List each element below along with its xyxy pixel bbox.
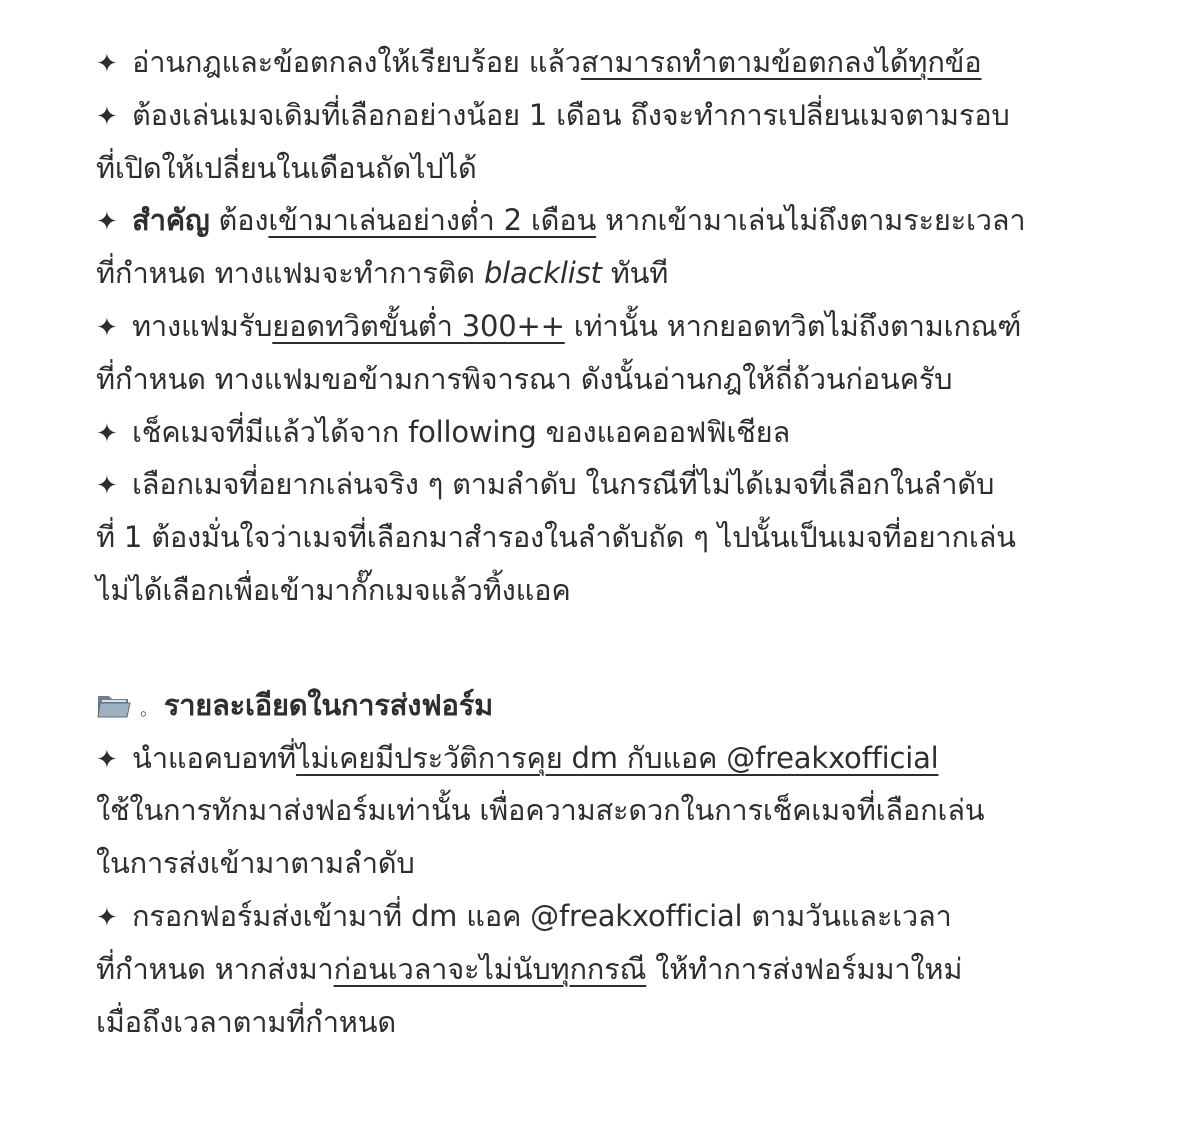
rule-text: ให้ทำการส่งฟอร์มมาใหม่ [646,951,963,986]
rule-text: ต้องเล่นเมจเดิมที่เลือกอย่างน้อย 1 เดือน ถึงจะทำการเปลี่ยนเมจตามรอบ [132,97,1010,132]
rule-bold-text: สำคัญ [132,203,210,238]
folder-icon [96,691,132,719]
form-send-dm-cont-2 [96,996,1156,1049]
rule-text: หากเข้ามาเล่นไม่ถึงตามระยะเวลา [596,203,1026,238]
rule-text: ที่กำหนด หากส่งมา [96,951,334,986]
form-section-heading [96,679,1156,732]
rule-text: ทางแฟมรับ [132,308,273,343]
rule-min-tweets [96,300,1156,353]
rule-play-one-month [96,89,1156,142]
rule-italic-text: blacklist [483,256,602,291]
sparkle-icon: ✦ [96,902,118,933]
rule-choose-order [96,458,1156,511]
rule-choose-order-cont-2 [96,564,1156,617]
rule-text: ในการส่งเข้ามาตามลำดับ [96,846,415,881]
form-use-bot-account-cont [96,784,1156,837]
form-use-bot-account [96,732,1156,785]
sparkle-icon: ✦ [96,418,118,449]
sparkle-icon: ✦ [96,49,118,79]
rule-min-tweets-cont [96,353,1156,406]
rule-check-following [96,406,1156,459]
rule-choose-order-cont [96,511,1156,564]
rule-underlined-text: ไม่เคยมีประวัติการคุย dm กับแอค @freakxofficial [296,740,939,775]
rule-play-one-month-cont [96,142,1156,195]
sparkle-icon: ✦ [96,207,118,238]
rule-text: ต้อง [209,203,269,238]
rule-text: เช็คเมจที่มีแล้วได้จาก following ของแอคออฟฟิเชียล [132,414,791,449]
sparkle-icon: ✦ [96,312,118,343]
rule-text: นำแอคบอทที่ [132,740,297,775]
sparkle-icon: ✦ [96,101,118,132]
rule-text: ทันที [601,256,669,291]
rule-text: ใช้ในการทักมาส่งฟอร์มเท่านั้น เพื่อความสะดวกในการเช็คเมจที่เลือกเล่น [96,793,985,828]
rule-text: ที่กำหนด ทางแฟมขอข้ามการพิจารณา ดังนั้นอ่านกฎให้ถี่ถ้วนก่อนครับ [96,361,953,396]
rule-text: กรอกฟอร์มส่งเข้ามาที่ dm แอค @freakxofficial ตามวันและเวลา [132,898,952,933]
rule-text: ที่เปิดให้เปลี่ยนในเดือนถัดไปได้ [96,150,477,185]
rule-text: ไม่ได้เลือกเพื่อเข้ามากั๊กเมจแล้วทิ้งแอค [96,572,571,607]
rule-underlined-text: ยอดทวิตขั้นต่ำ 300++ [272,308,565,343]
heading-dot: 。 [140,698,158,720]
rule-text: เลือกเมจที่อยากเล่นจริง ๆ ตามลำดับ ในกรณีที่ไม่ได้เมจที่เลือกในลำดับ [132,467,995,502]
form-send-dm [96,890,1156,943]
rule-text: ที่ 1 ต้องมั่นใจว่าเมจที่เลือกมาสำรองในลำดับถัด ๆ ไปนั้นเป็นเมจที่อยากเล่น [96,520,1016,555]
rule-read-agree [96,36,1156,89]
rule-text: เมื่อถึงเวลาตามที่กำหนด [96,1004,396,1039]
form-send-dm-cont [96,943,1156,996]
rule-text: ที่กำหนด ทางแฟมจะทำการติด [96,256,484,291]
section-spacer [96,617,1156,679]
rule-important-cont [96,247,1156,300]
rule-text: เท่านั้น หากยอดทวิตไม่ถึงตามเกณฑ์ [564,308,1022,343]
sparkle-icon: ✦ [96,471,118,502]
rule-underlined-text: เข้ามาเล่นอย่างต่ำ 2 เดือน [268,203,597,238]
rule-underlined-text: ก่อนเวลาจะไม่นับทุกกรณี [333,951,647,986]
sparkle-icon: ✦ [96,744,118,775]
rule-text: อ่านกฎและข้อตกลงให้เรียบร้อย แล้ว [132,45,581,79]
form-heading-text: รายละเอียดในการส่งฟอร์ม [163,687,494,722]
rule-underlined-text: สามารถทำตามข้อตกลงได้ทุกข้อ [580,45,982,79]
form-use-bot-account-cont-2 [96,837,1156,890]
rule-important [96,194,1156,247]
rules-document [96,36,1156,1048]
